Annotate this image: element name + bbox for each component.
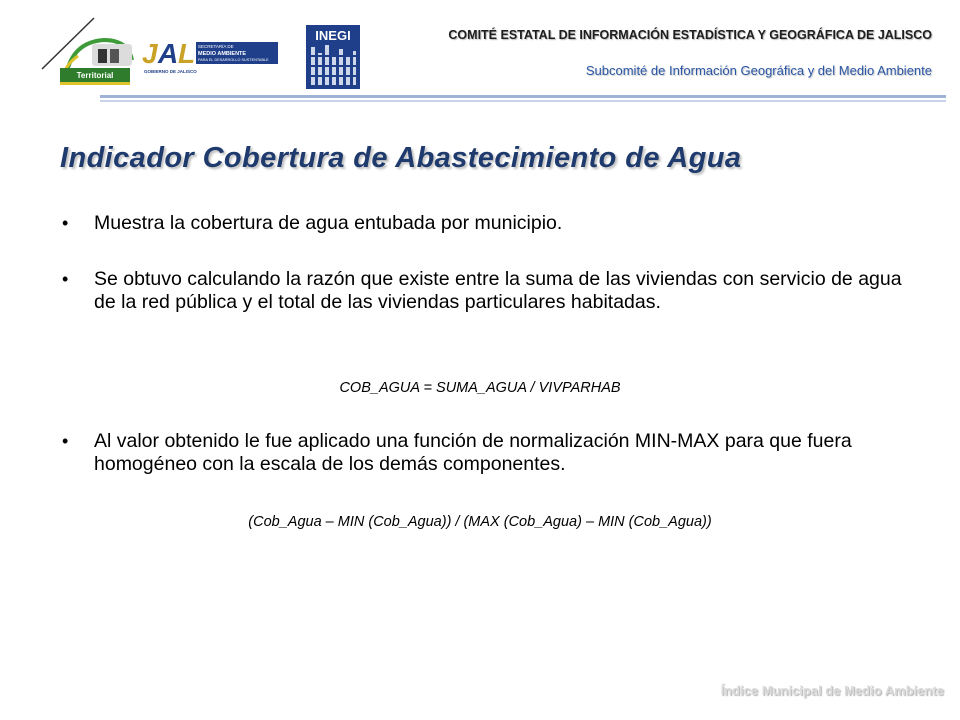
territorial-logo-text: Territorial xyxy=(76,71,114,80)
formula-cob-agua: COB_AGUA = SUMA_AGUA / VIVPARHAB xyxy=(339,380,621,396)
bullet-item xyxy=(62,268,924,314)
subcommittee-name: Subcomité de Información Geográfica y del Medio Ambiente xyxy=(585,63,932,78)
svg-text:A: A xyxy=(158,38,179,69)
svg-text:L: L xyxy=(178,38,196,69)
jal-logo-line1: SECRETARÍA DE xyxy=(198,44,234,49)
header-divider xyxy=(100,95,946,98)
bullet-dot: • xyxy=(62,213,69,233)
svg-text:J: J xyxy=(142,38,158,69)
jalisco-government-logo xyxy=(140,36,280,76)
committee-name: COMITÉ ESTATAL DE INFORMACIÓN ESTADÍSTICA Y GEOGRÁFICA DE JALISCO xyxy=(448,28,932,42)
inegi-logo-text: INEGI xyxy=(315,28,351,43)
bullet-item xyxy=(62,430,924,476)
jal-logo-line4: GOBIERNO DE JALISCO xyxy=(144,69,197,74)
bullet-text: Al valor obtenido le fue aplicado una función de normalización MIN-MAX para que fuera homogéneo con la escala de los demás componentes. xyxy=(94,430,852,475)
jal-logo-line2: MEDIO AMBIENTE xyxy=(198,51,247,57)
bullet-text: Muestra la cobertura de agua entubada por municipio. xyxy=(94,212,563,234)
bullet-dot: • xyxy=(62,269,69,289)
bullet-text: Se obtuvo calculando la razón que existe entre la suma de las viviendas con servicio de agua de la red pública y el total de las viviendas particulares habitadas. xyxy=(94,268,902,313)
bullet-item xyxy=(62,212,924,235)
inegi-logo xyxy=(306,25,360,89)
header-divider-secondary xyxy=(100,100,946,102)
bullet-dot: • xyxy=(62,431,69,451)
territorial-logo xyxy=(38,14,138,90)
footer-text: Índice Municipal de Medio Ambiente xyxy=(720,683,944,698)
slide-title: Indicador Cobertura de Abastecimiento de Agua xyxy=(60,142,742,174)
formula-min-max: (Cob_Agua – MIN (Cob_Agua)) / (MAX (Cob_Agua) – MIN (Cob_Agua)) xyxy=(248,514,712,530)
jal-logo-line3: PARA EL DESARROLLO SUSTENTABLE xyxy=(198,58,269,62)
